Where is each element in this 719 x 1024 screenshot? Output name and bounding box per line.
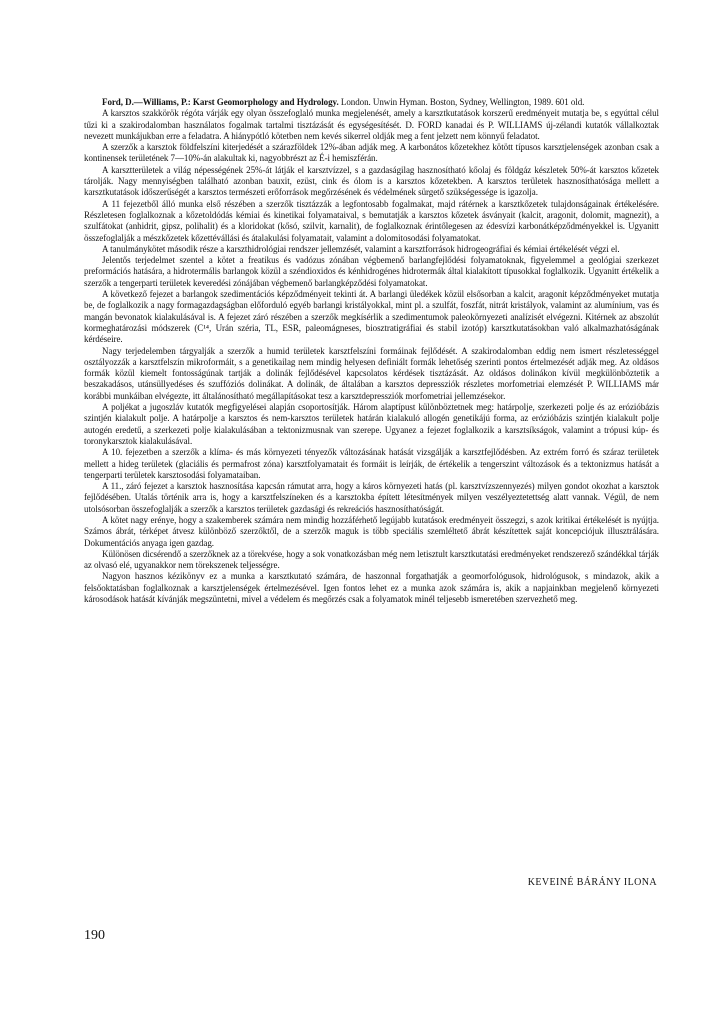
review-paragraph: A karsztterületek a világ népességének 25%-át látják el karsztvízzel, s a gazdaságilag hasznosítható kőolaj és földgáz készletek 50%-át karsztos kőzetek tárolják. Nagy mennyiségben található azonban bauxit, ezüst, cink és ólom is a karsztos kőzetekben. A karsztos területek hasznosíthatósága mellett a karsztkutatások időszerűségét a karsztos természeti erőforrások megőrzésének és védelmének sürgető szükségessége is igazolja. [84,164,659,198]
review-paragraph: A szerzők a karsztok földfelszíni kiterjedését a szárazföldek 12%-ában adják meg. A karbonátos kőzetekhez kötött típusos karsztjelenségek azonban csak a kontinensek területének 7—10%-án alakultak ki, nagyobbrészt az É-i hemiszférán. [84,142,659,164]
review-paragraph: A 10. fejezetben a szerzők a klíma- és más környezeti tényezők változásának hatását vizsgálják a karsztfejlődésben. Az extrém forró és száraz területek mellett a hideg területek (glaciális és permafrost zóna) karsztfolyamatait és formáit is leírják, de értékelik a tengerszint változások és a tektonizmus hatását a tengerparti területek karsztosodási folyamataiban. [84,447,659,480]
review-paragraph: A tanulmánykötet második része a karszthidrológiai rendszer jellemzését, valamint a karsztforrások hidrogeográfiai és kémiai értékelését végzi el. [102,243,620,254]
review-paragraph: Jelentős terjedelmet szentel a kötet a freatikus és vadózus zónában végbemenő barlangfejlődési folyamatoknak, figyelemmel a geológiai szerkezet preformációs hatására, a hidrotermális barlangok közül a széndioxidos és kénhidrogénes hidrotermák által kialakított típusokkal foglalkozik. Ugyanitt értékelik a szerzők a tengerparti területek keveredési zónájában végbemenő barlangképződési folyamatokat. [84,255,659,288]
review-paragraph: A karsztos szakkörök régóta várják egy olyan összefoglaló munka megjelenését, amely a karsztkutatások korszerű eredményeit mutatja be, s egyúttal célul tűzi ki a szakirodalomban használatos fogalmak tartalmi tisztázását és egységesítését. D. FORD kanadai és P. WILLIAMS új-zélandi kutatók vállalkoztak nevezett munkájukban erre a feladatra. A hiánypótló kötetben nem kevés sikerrel oldják meg a fent jelzett nem könnyű feladatot. [84,108,659,141]
review-paragraph: A poljékat a jugoszláv kutatók megfigyelései alapján csoportosítják. Három alaptípust különböztetnek meg: határpolje, szerkezeti polje és az erózióbázis szintjén kialakult polje. A határpolje a karsztos és nem-karsztos területek határán kialakuló allogén genetikájú forma, az erózióbázis szintjén kialakult polje autogén eredetű, a szerkezeti polje kialakulásában a tektonizmusnak van szerepe. Ugyanez a fejezet foglalkozik a karsztsíkságok, valamint a trópusi kúp- és toronykarsztok kialakulásával. [84,402,659,446]
book-review [84,97,659,605]
review-paragraph: A következő fejezet a barlangok szedimentációs képződményeit tekinti át. A barlangi üledékek közül elsősorban a kalcit, aragonit képződményeket mutatja be, de foglalkozik a nagy formagazdagságban előforduló egyéb barlangi kristályokkal, mint pl. a szulfát, foszfát, nitrát kristályok, valamint az alumínium, vas és mangán bevonatok kialakulásával is. A fejezet záró részében a szerzők megkísérlik a szedimentumok paleokörnyezeti analízisét elvégezni. Kitérnek az abszolút kormeghatározási módszerek (C¹⁴, Urán széria, TL, ESR, paleomágneses, biosztratigráfiai és stabil izotóp) karsztkutatásokban való alkalmazhatóságának kérdéseire. [84,289,659,345]
bibliography-entry [84,97,659,108]
bibliography-title: Karst Geomorphology and Hydrology. [192,97,339,107]
review-paragraph: Különösen dicsérendő a szerzőknek az a törekvése, hogy a sok vonatkozásban még nem letisztult karsztkutatási eredményeket rendszerező szándékkal tárják az olvasó elé, ugyanakkor nem törekszenek teljességre. [84,548,659,571]
page-number: 190 [84,928,105,943]
bibliography-publication: London. Unwin Hyman. Boston, Sydney, Wellington, 1989. 601 old. [338,97,585,107]
review-paragraph: A 11., záró fejezet a karsztok hasznosítása kapcsán rámutat arra, hogy a káros környezeti hatás (pl. karsztvízszennyezés) milyen gondot okozhat a karsztok fejlődésében. Utalás történik arra is, hogy a karsztfelszíneken és a karsztokba épített létesítmények milyen veszélyeztetettség alatt vannak. Végül, de nem utolsósorban összefoglalják a szerzők a karsztos területek gazdasági és rekreációs hasznosíthatóságát. [84,481,659,514]
bibliography-authors: Ford, D.—Williams, P.: [102,97,193,107]
review-paragraph: A kötet nagy erénye, hogy a szakemberek számára nem mindig hozzáférhető legújabb kutatások eredményeit összegzi, s azok kritikai értékelését is nyújtja. Számos ábrát, térképet átvesz különböző szerzőktől, de a szerzők maguk is több speciális szemléltető ábrát készítettek saját koncepciójuk illusztrálására. Dokumentációs anyaga igen gazdag. [84,514,659,548]
review-paragraph: Nagyon hasznos kézikönyv ez a munka a karsztkutató számára, de haszonnal forgathatják a geomorfológusok, hidrológusok, s mindazok, akik a felsőoktatásban foglalkoznak a karsztjelenségek értelmezésével. Igen fontos lehet ez a munka azok számára is, akik a napjainkban megjelenő környezeti károsodások hatását kívánják megszüntetni, mivel a védelem és megőrzés csak a folyamatok minél teljesebb ismeretében szervezhető meg. [84,571,659,605]
review-paragraph: A 11 fejezetből álló munka első részében a szerzők tisztázzák a legfontosabb fogalmakat, majd rátérnek a karsztkőzetek tulajdonságainak értékelésére. Részletesen foglalkoznak a kőzetoldódás kémiai és kinetikai folyamataival, s bemutatják a karsztos kőzetek ásványait (kalcit, aragonit, dolomit, magnezit), a szulfátokat (anhidrit, gipsz, polihalit) és a kloridokat (kősó, szilvit, karnalit), de foglalkoznak érintőlegesen az édesvízi karbonátképződményekkel is. Ugyanitt összefoglalják a mészkőzetek kőzettévállási és átalakulási folyamatait, valamint a dolomitosodási folyamatokat. [84,198,659,243]
review-paragraph: Nagy terjedelemben tárgyalják a szerzők a humid területek karsztfelszíni formáinak fejlődését. A szakirodalomban eddig nem ismert részletességgel osztályozzák a karsztfelszín mikroformáit, s a genetikailag nem mindig helyesen definiált formák lehetőség szerinti pontos értelmezését adják meg. Az oldásos formák közül kiemelt fontosságúnak tartják a dolinák fejlődésével kapcsolatos kérdések tisztázását. Az oldásos dolinákon kívül megkülönböztetik a beszakadásos, utánsüllyedéses és szuffóziós dolinákat. A dolinák, de általában a karsztos depressziók részletes morfometriai elemzését P. WILLIAMS már korábbi munkáiban elvégezte, itt általánosítható megállapításokat tesz a karsztdepressziók morfometriai jellemzésekor. [84,345,659,401]
reviewer-signature: KEVEINÉ BÁRÁNY ILONA [527,877,657,888]
